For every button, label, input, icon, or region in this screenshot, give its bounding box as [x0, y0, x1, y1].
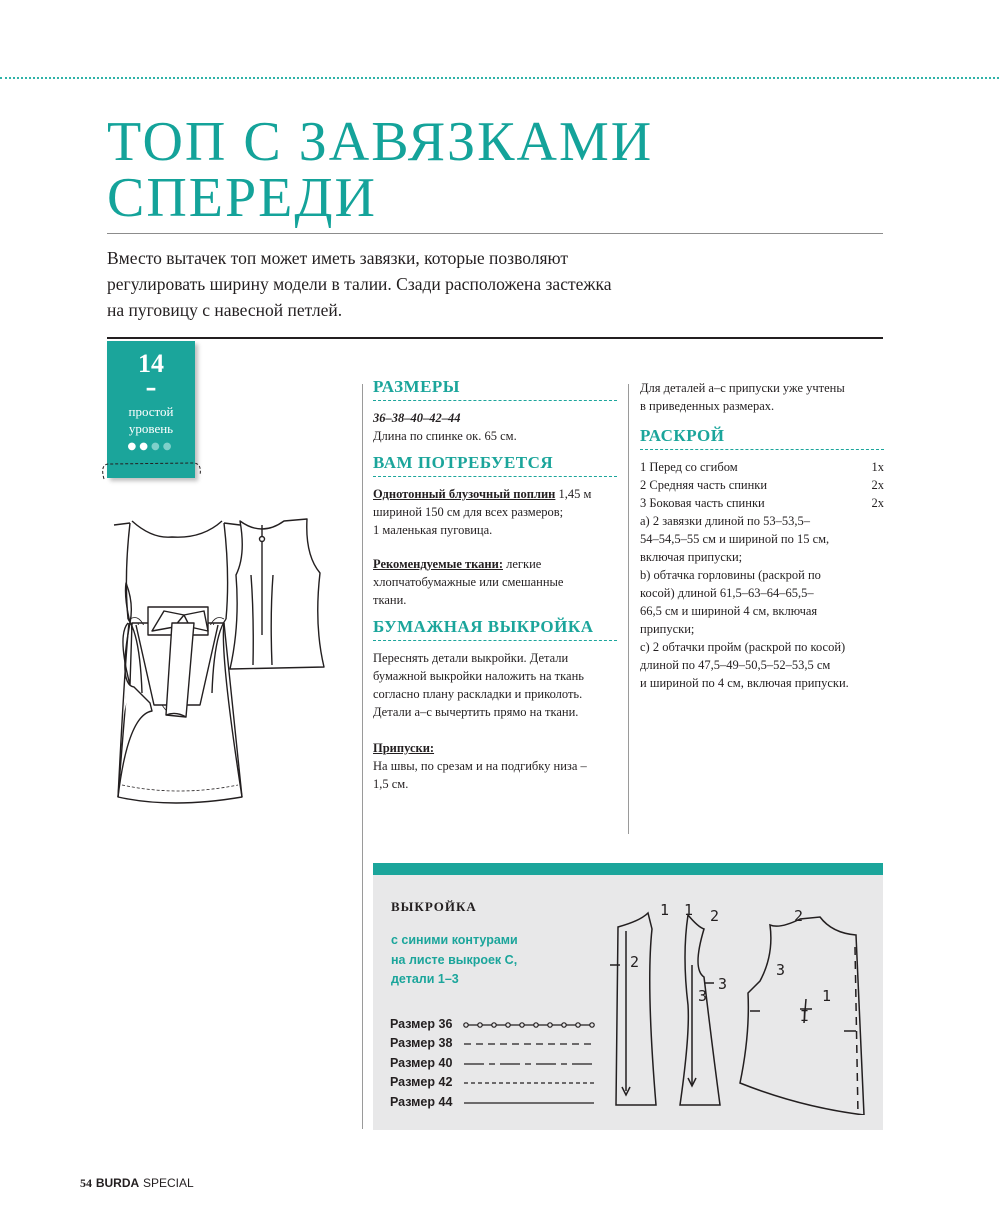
allowance-label: Припуски: — [373, 741, 435, 755]
pieces-list — [640, 458, 884, 512]
allowance-line-2: 1,5 см. — [373, 777, 409, 791]
need-recommended — [373, 555, 617, 573]
cutting-line: 54–54,5–55 см и шириной по 15 см, — [640, 532, 830, 546]
need-fabric — [373, 485, 617, 503]
top-dotted-rule — [0, 77, 999, 79]
piece-quantity: 1x — [871, 460, 884, 474]
fabric-text-3: 1 маленькая пуговица. — [373, 523, 493, 537]
cutting-line: и шириной по 4 см, включая припуски. — [640, 676, 849, 690]
magazine-special: SPECIAL — [143, 1176, 194, 1190]
piece-label-1b: 1 — [684, 901, 694, 919]
size-label-44: Размер 44 — [390, 1095, 453, 1109]
difficulty-dot: ● — [127, 441, 140, 452]
size-row-36 — [390, 1017, 452, 1036]
cutting-line: косой) длиной 61,5–63–64–65,5– — [640, 586, 814, 600]
title-line-1: ТОП С ЗАВЯЗКАМИ — [107, 111, 654, 173]
pattern-description — [391, 931, 518, 990]
pattern-desc-line-3: детали 1–3 — [391, 972, 459, 986]
column-divider-right — [628, 384, 629, 834]
difficulty-dot: ● — [162, 441, 175, 452]
need-heading: ВАМ ПОТРЕБУЕТСЯ — [373, 454, 617, 477]
cutting-instructions — [640, 512, 884, 692]
page-footer — [80, 1176, 194, 1191]
piece-name: 2 Средняя часть спинки — [640, 478, 768, 492]
piece-label-3a: 3 — [698, 987, 708, 1005]
paper-heading: БУМАЖНАЯ ВЫКРОЙКА — [373, 618, 617, 641]
cutting-line: припуски; — [640, 622, 695, 636]
title-line-2: СПЕРЕДИ — [107, 167, 377, 229]
recommended-label: Рекомендуемые ткани: — [373, 557, 503, 571]
difficulty-dot: ● — [139, 441, 151, 452]
pattern-desc-line-2: на листе выкроек С, — [391, 952, 518, 967]
piece-quantity: 2x — [871, 496, 884, 510]
cutting-piece-row — [640, 494, 884, 512]
size-label-36: Размер 36 — [390, 1017, 453, 1031]
middle-column — [373, 378, 617, 793]
piece-name: 3 Боковая часть спинки — [640, 496, 765, 510]
cutting-line: а) 2 завязки длиной по 53–53,5– — [640, 514, 810, 528]
size-label-42: Размер 42 — [390, 1075, 453, 1089]
allowance-line-1: На швы, по срезам и на подгибку низа – — [373, 759, 587, 773]
badge-dash: – — [145, 375, 157, 401]
fabric-text-1: 1,45 м — [555, 487, 592, 501]
piece-label-2b: 2 — [710, 907, 720, 925]
intro-line-3: на пуговицу с навесной петлей. — [107, 300, 343, 320]
right-column — [640, 379, 884, 692]
level-line-1: простой — [128, 404, 174, 419]
cutting-line: с) 2 обтачки пройм (раскрой по косой) — [640, 640, 846, 654]
page-title — [107, 111, 867, 229]
cutting-line: включая припуски; — [640, 550, 743, 564]
cutting-piece-row — [640, 458, 884, 476]
cutting-heading: РАСКРОЙ — [640, 427, 884, 450]
difficulty-dots — [107, 441, 195, 452]
rec-text-1: легкие — [503, 557, 542, 571]
size-label-38: Размер 38 — [390, 1036, 453, 1050]
piece-label-3b: 3 — [718, 975, 728, 993]
paper-line-3: согласно плану раскладки и приколоть. — [373, 687, 583, 701]
paper-line-1: Переснять детали выкройки. Детали — [373, 651, 569, 665]
piece-2-outline — [616, 913, 656, 1105]
difficulty-level — [107, 403, 195, 437]
intro-line-1: Вместо вытачек топ может иметь завязки, которые позволяют — [107, 248, 569, 268]
column-divider-left — [362, 384, 363, 1129]
paper-line-4: Детали а–с вычертить прямо на ткани. — [373, 705, 579, 719]
pattern-desc-line-1: с синими контурами — [391, 933, 518, 947]
difficulty-dot: ● — [151, 441, 163, 452]
intro-line-2: регулировать ширину модели в талии. Сзади расположена застежка — [107, 274, 612, 294]
model-number: 14 — [138, 349, 164, 378]
pattern-title: ВЫКРОЙКА — [391, 899, 477, 914]
sizes-values: 36–38–40–42–44 — [373, 411, 461, 425]
rec-text-2: хлопчатобумажные или смешанные — [373, 575, 564, 589]
size-row-42 — [390, 1075, 452, 1094]
fabric-label: Однотонный блузочный поплин — [373, 487, 556, 501]
magazine-brand: BURDA — [95, 1176, 140, 1190]
pattern-accent-bar — [373, 863, 883, 875]
intro-rule — [107, 337, 883, 339]
note-line-2: в приведенных размерах. — [640, 399, 775, 413]
pattern-pieces-diagram — [600, 895, 870, 1115]
intro-text — [107, 245, 757, 323]
cutting-line: длиной по 47,5–49–50,5–52–53,5 см — [640, 658, 831, 672]
piece-label-3c: 3 — [776, 961, 786, 979]
piece-3-outline — [680, 915, 720, 1105]
cutting-piece-row — [640, 476, 884, 494]
cutting-line: b) обтачка горловины (раскрой по — [640, 568, 821, 582]
page-number: 54 — [80, 1176, 92, 1190]
paper-line-2: бумажной выкройки наложить на ткань — [373, 669, 584, 683]
piece-name: 1 Перед со сгибом — [640, 460, 738, 474]
sizes-heading: РАЗМЕРЫ — [373, 378, 617, 401]
title-rule — [107, 233, 883, 234]
size-row-38 — [390, 1036, 452, 1055]
size-label-40: Размер 40 — [390, 1056, 453, 1070]
piece-label-2a: 2 — [630, 953, 640, 971]
level-line-2: уровень — [128, 421, 174, 436]
piece-label-1a: 1 — [660, 901, 670, 919]
rec-text-3: ткани. — [373, 593, 407, 607]
size-line-styles — [462, 1015, 602, 1115]
note-line-1: Для деталей а–с припуски уже учтены — [640, 381, 845, 395]
cutting-line: 66,5 см и шириной 4 см, включая — [640, 604, 818, 618]
piece-label-roman: I — [800, 1007, 810, 1025]
piece-label-2c: 2 — [794, 907, 804, 925]
piece-quantity: 2x — [871, 478, 884, 492]
garment-sketch — [112, 515, 332, 810]
size-row-44 — [390, 1095, 452, 1114]
size-row-40 — [390, 1056, 452, 1075]
sizes-length: Длина по спинке ок. 65 см. — [373, 429, 517, 443]
stitch-line — [98, 455, 208, 490]
piece-label-1c: 1 — [822, 987, 832, 1005]
fabric-text-2: шириной 150 см для всех размеров; — [373, 505, 564, 519]
